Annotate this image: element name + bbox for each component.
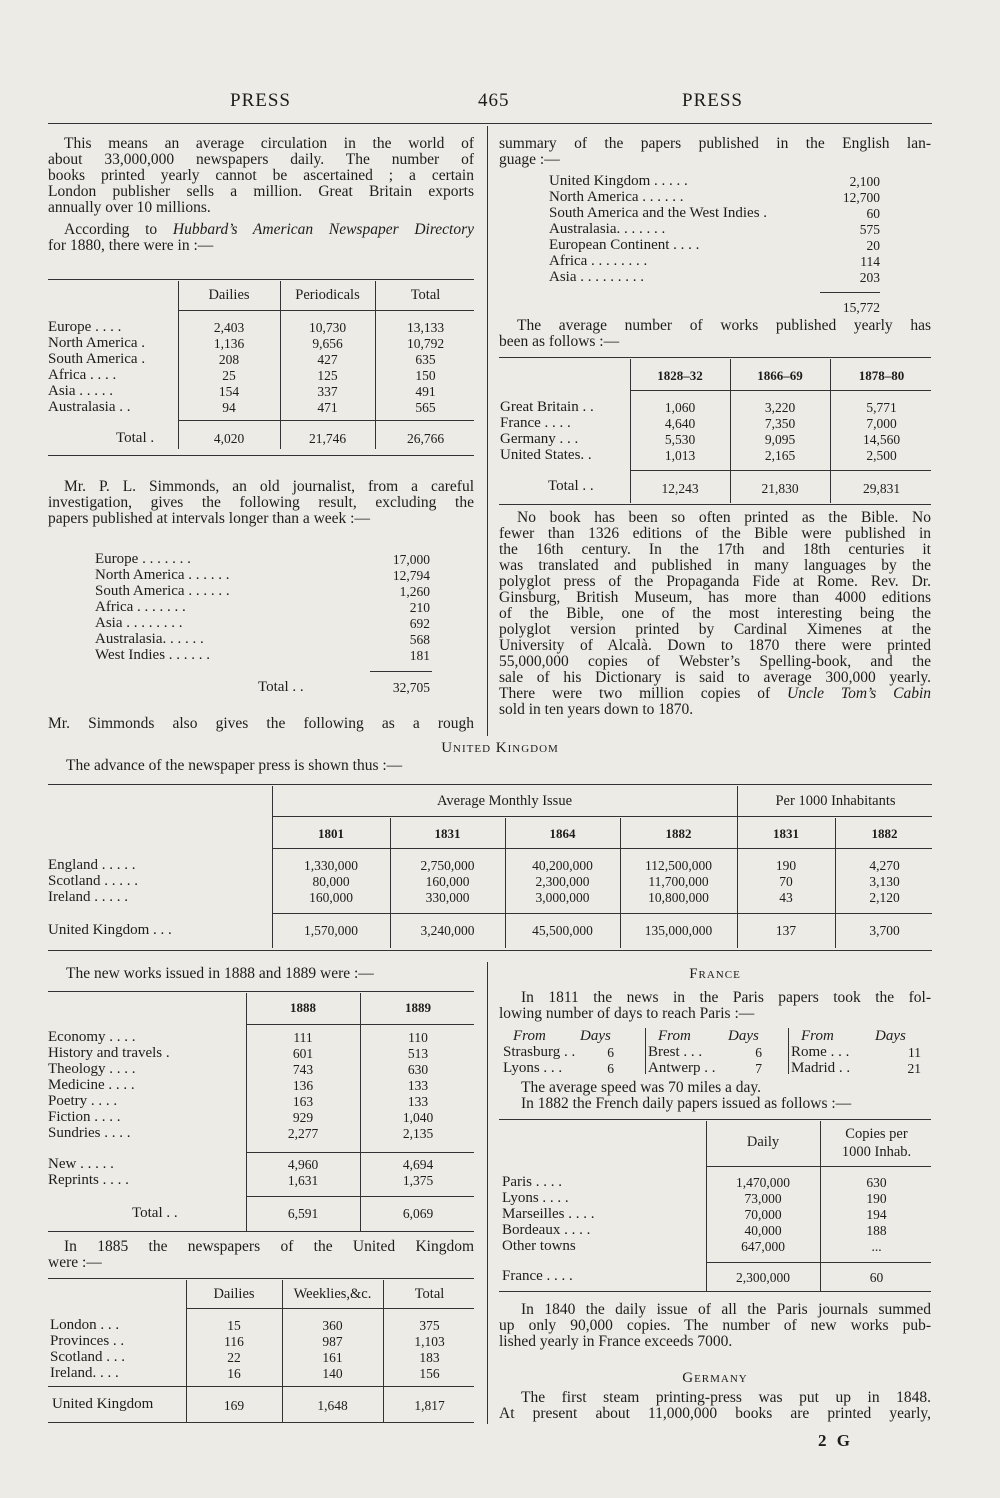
t8-place: Strasburg . .	[503, 1044, 576, 1060]
t1-cell: 208	[218, 352, 240, 367]
t1-cell: 1,136	[213, 336, 245, 351]
t8-place: Rome . . .	[791, 1044, 850, 1060]
t6-cell: 111	[293, 1030, 313, 1045]
t1-header-total: Total	[410, 287, 441, 303]
t6-row-label: Medicine . . . .	[48, 1077, 135, 1093]
t1-row-label: Europe . . . .	[48, 319, 122, 335]
t9-cell: 70,000	[744, 1207, 782, 1222]
t4-cell: 2,165	[764, 448, 796, 463]
t7-cell: 161	[322, 1350, 343, 1365]
t5-cell: 160,000	[425, 874, 470, 889]
t6-row-label: Poetry . . . .	[48, 1093, 118, 1109]
t1-row-label: Asia . . . . .	[48, 383, 113, 399]
t6-sub-label: Reprints . . . .	[48, 1172, 129, 1188]
t1-cell: 491	[415, 384, 436, 399]
intro-paragraph: This means an average circulation in the world of about 33,000,000 newspapers daily. The number of books printed yearly cannot be ascertained ; a certain London publisher sells a million. Great Britain exports annually over 10 millions.	[48, 135, 474, 216]
t8-header-from: From	[801, 1028, 834, 1044]
t2-row-label: Australasia. . . . . .	[95, 631, 204, 647]
t1-cell: 10,792	[406, 336, 445, 351]
t5-cell: 80,000	[312, 874, 350, 889]
t2-total-label: Total . .	[258, 679, 304, 695]
t2-row-label: Europe . . . . . . .	[95, 551, 191, 567]
t8-header-days: Days	[875, 1028, 906, 1044]
t7-cell: 156	[419, 1366, 440, 1381]
t9-cell: 40,000	[744, 1223, 782, 1238]
t6-sub-cell: 1,375	[402, 1173, 434, 1188]
t3-row-label: Africa . . . . . . . .	[549, 253, 648, 269]
t4-row-label: France . . . .	[500, 415, 571, 431]
t6-cell: 136	[292, 1078, 314, 1093]
t6-cell: 133	[407, 1094, 429, 1109]
y1840-paragraph: In 1840 the daily issue of all the Paris journals summed up only 90,000 copies. The number of new works pub- lished yearly in France exceeds 7000.	[499, 1301, 931, 1350]
t5-row-label: Ireland . . . . .	[48, 889, 128, 905]
t6-cell: 163	[292, 1094, 314, 1109]
t8-place: Lyons . . .	[503, 1060, 563, 1076]
t1-cell: 9,656	[312, 336, 343, 351]
t7-cell: 183	[419, 1350, 440, 1365]
avg-works-paragraph: The average number of works published yearly has been as follows :—	[499, 317, 931, 350]
t5-cell: 4,270	[869, 858, 900, 873]
t6-sub-cell: 4,694	[402, 1157, 434, 1172]
t2-row-label: South America . . . . . .	[95, 583, 230, 599]
t3-row-label: Asia . . . . . . . . .	[549, 269, 644, 285]
t5-cell: 2,120	[869, 890, 900, 905]
germany-paragraph: The first steam printing-press was put up in 1848. At present about 11,000,000 books are printed yearly,	[499, 1389, 931, 1422]
t9-cell: 1,470,000	[736, 1175, 790, 1190]
t9-row-label: Marseilles . . . .	[502, 1206, 595, 1222]
t4-cell: 4,640	[664, 416, 696, 431]
t6-sub-cell: 4,960	[287, 1157, 319, 1172]
t9-row-label: Other towns	[502, 1238, 576, 1254]
t6-cell: 2,135	[402, 1126, 434, 1141]
t9-cell: ...	[871, 1239, 882, 1254]
t2-row-label: Asia . . . . . . . .	[95, 615, 183, 631]
t5-row-label: England . . . . .	[48, 857, 136, 873]
t1-cell: 94	[222, 400, 236, 415]
t9-cell: 190	[866, 1191, 887, 1206]
t9-cell: 194	[866, 1207, 887, 1222]
t2-row-value: 181	[409, 648, 430, 663]
t4-row-label: Germany . . .	[500, 431, 579, 447]
t4-cell: 1,013	[664, 448, 696, 463]
t6-row-label: History and travels .	[48, 1045, 170, 1061]
t5-cell: 3,130	[869, 874, 900, 889]
t7-row-label: Provinces . .	[50, 1333, 125, 1349]
t7-row-label: Scotland . . .	[50, 1349, 125, 1365]
t8-days: 11	[908, 1045, 921, 1060]
t3-row-label: United Kingdom . . . . .	[549, 173, 688, 189]
t8-days: 7	[755, 1061, 762, 1076]
t1-cell: 337	[317, 384, 338, 399]
germany-heading: Germany	[682, 1370, 748, 1386]
t7-cell: 15	[227, 1318, 241, 1333]
t3-row-label: European Continent . . . .	[549, 237, 700, 253]
t7-cell: 1,103	[414, 1334, 445, 1349]
t1-cell: 25	[222, 368, 236, 383]
t1-cell: 565	[415, 400, 436, 415]
uk-intro: The advance of the newspaper press is shown thus :—	[66, 757, 403, 774]
t2-row-value: 692	[409, 616, 430, 631]
t3-total: 15,772	[842, 300, 880, 315]
column-divider-bottom	[487, 962, 488, 1424]
t4-cell: 5,530	[664, 432, 696, 447]
t3-row-value: 203	[859, 270, 880, 285]
t9-cell: 647,000	[741, 1239, 785, 1254]
t3-row-value: 60	[866, 206, 880, 221]
t9-cell: 630	[866, 1175, 887, 1190]
t3-row-label: South America and the West Indies .	[549, 205, 768, 221]
t1-header-dailies: Dailies	[208, 287, 250, 303]
t7-row-label: Ireland. . . .	[50, 1365, 119, 1381]
t5-cell: 70	[779, 874, 793, 889]
t7-cell: 360	[322, 1318, 343, 1333]
t8-days: 6	[755, 1045, 762, 1060]
france-intro: In 1811 the news in the Paris papers took the fol- lowing number of days to reach Paris :—	[499, 989, 931, 1022]
t1-row-label: North America .	[48, 335, 146, 351]
t3-row-value: 575	[859, 222, 880, 237]
united-kingdom-heading: United Kingdom	[441, 740, 559, 756]
header-rule	[48, 123, 932, 124]
t1-cell: 10,730	[308, 320, 347, 335]
t5-row-label: Scotland . . . . .	[48, 873, 138, 889]
t5-cell: 190	[775, 858, 797, 873]
t2-row-label: West Indies . . . . . .	[95, 647, 211, 663]
t2-row-label: North America . . . . . .	[95, 567, 230, 583]
t6-cell: 743	[292, 1062, 314, 1077]
t3-row-label: Australasia. . . . . . .	[549, 221, 666, 237]
t2-row-value: 17,000	[392, 552, 430, 567]
t4-row-label: Great Britain . .	[500, 399, 594, 415]
t5-cell: 3,000,000	[535, 890, 590, 905]
t6-sub-cell: 1,631	[287, 1173, 319, 1188]
t6-cell: 133	[407, 1078, 429, 1093]
t2-row-value: 12,794	[392, 568, 430, 583]
t6-cell: 1,040	[402, 1110, 434, 1125]
y1882-line: In 1882 the French daily papers issued as follows :—	[521, 1095, 852, 1112]
t3-row-value: 20	[866, 238, 880, 253]
simmonds-paragraph: Mr. P. L. Simmonds, an old journalist, from a careful investigation, gives the following result, excluding the papers published at intervals longer than a week :—	[48, 478, 474, 527]
t1-cell: 2,403	[213, 320, 245, 335]
t7-cell: 987	[322, 1334, 343, 1349]
t7-cell: 16	[227, 1366, 241, 1381]
t5-cell: 112,500,000	[645, 858, 712, 873]
running-head-left: PRESS	[230, 90, 291, 111]
page-number: 465	[478, 90, 510, 111]
y1885-paragraph: In 1885 the newspapers of the United Kingdom were :—	[48, 1238, 474, 1271]
t9-row-label: Lyons . . . .	[502, 1190, 569, 1206]
t4-cell: 7,000	[866, 416, 897, 431]
t6-row-label: Sundries . . . .	[48, 1125, 131, 1141]
signature-mark: 2 G	[818, 1431, 853, 1450]
column-divider-top	[487, 126, 488, 736]
t3-row-value: 2,100	[849, 174, 880, 189]
t6-cell: 2,277	[287, 1126, 319, 1141]
t3-row-label: North America . . . . . .	[549, 189, 684, 205]
t1-total-label: Total .	[116, 430, 155, 446]
t6-row-label: Theology . . . .	[48, 1061, 136, 1077]
t2-row-value: 1,260	[399, 584, 430, 599]
t5-cell: 10,800,000	[648, 890, 709, 905]
t1-cell: 427	[317, 352, 338, 367]
t8-header-from: From	[658, 1028, 691, 1044]
t4-cell: 9,095	[764, 432, 796, 447]
t1-row-label: Africa . . . .	[48, 367, 117, 383]
t3-row-value: 12,700	[842, 190, 880, 205]
hubbard-paragraph: According to Hubbard’s American Newspaper Directory for 1880, there were in :—	[48, 221, 474, 254]
t6-cell: 929	[292, 1110, 314, 1125]
t5-cell: 1,330,000	[304, 858, 358, 873]
t2-total-value: 32,705	[392, 680, 430, 695]
speed-line: The average speed was 70 miles a day.	[521, 1079, 762, 1096]
t6-cell: 110	[408, 1030, 428, 1045]
t9-cell: 73,000	[744, 1191, 782, 1206]
t1-cell: 471	[317, 400, 338, 415]
new-works-intro: The new works issued in 1888 and 1889 were :—	[66, 965, 374, 982]
t4-cell: 14,560	[862, 432, 901, 447]
t5-cell: 11,700,000	[648, 874, 709, 889]
t5-cell: 330,000	[425, 890, 470, 905]
rough-line: Mr. Simmonds also gives the following as a rough	[48, 715, 474, 732]
t5-cell: 40,200,000	[532, 858, 593, 873]
t2-row-value: 210	[409, 600, 430, 615]
t7-cell: 375	[419, 1318, 440, 1333]
france-heading: France	[689, 966, 741, 982]
t8-place: Antwerp . .	[648, 1060, 716, 1076]
t7-row-label: London . . .	[50, 1317, 120, 1333]
t6-cell: 601	[292, 1046, 314, 1061]
t1-cell: 150	[415, 368, 436, 383]
t5-cell: 2,300,000	[535, 874, 590, 889]
t8-place: Brest . . .	[648, 1044, 703, 1060]
t8-header-days: Days	[580, 1028, 611, 1044]
t1-header-periodicals: Periodicals	[295, 287, 360, 303]
t8-place: Madrid . .	[791, 1060, 851, 1076]
t4-row-label: United States. .	[500, 447, 592, 463]
t4-cell: 7,350	[764, 416, 796, 431]
t5-cell: 160,000	[309, 890, 353, 905]
t3-row-value: 114	[860, 254, 880, 269]
t1-cell: 125	[317, 368, 338, 383]
t4-cell: 2,500	[866, 448, 897, 463]
t6-row-label: Fiction . . . .	[48, 1109, 121, 1125]
t7-cell: 22	[227, 1350, 241, 1365]
t6-cell: 513	[407, 1046, 429, 1061]
t6-row-label: Economy . . . .	[48, 1029, 136, 1045]
t9-cell: 188	[866, 1223, 887, 1238]
t2-row-label: Africa . . . . . . .	[95, 599, 186, 615]
t5-cell: 2,750,000	[420, 858, 475, 873]
t1-row-label: South America .	[48, 351, 146, 367]
t9-row-label: Paris . . . .	[502, 1174, 562, 1190]
t7-cell: 140	[322, 1366, 343, 1381]
t6-cell: 630	[407, 1062, 429, 1077]
bible-paragraph: No book has been so often printed as the Bible. No fewer than 1326 editions of the Bible were published in the 16th century. In the 17th and 18th centuries it was translated and published in many languages by the polyglot press of the Propaganda Fide at Rome. Rev. Dr. Ginsburg, British Museum, has more than 4000 editions of the Bible, one of the most interesting being the polyglot version printed by Cardinal Ximenes at the University of Alcalà. Down to 1870 there were printed 55,000,000 copies of Webster’s Spelling-book, and the sale of his Dictionary is said to average 300,000 yearly. There were two million copies of Uncle Tom’s Cabin sold in ten years down to 1870.	[499, 509, 931, 718]
t8-header-from: From	[513, 1028, 546, 1044]
t1-cell: 635	[415, 352, 436, 367]
t8-header-days: Days	[728, 1028, 759, 1044]
running-head-right: PRESS	[682, 90, 743, 111]
t4-cell: 1,060	[664, 400, 696, 415]
summary-paragraph: summary of the papers published in the English lan- guage :—	[499, 135, 931, 168]
t4-cell: 5,771	[866, 400, 897, 415]
t8-days: 6	[607, 1061, 614, 1076]
t1-row-label: Australasia . .	[48, 399, 131, 415]
t1-cell: 13,133	[406, 320, 445, 335]
t8-days: 6	[607, 1045, 614, 1060]
t7-cell: 116	[224, 1334, 244, 1349]
t8-days: 21	[907, 1061, 921, 1076]
t9-row-label: Bordeaux . . . .	[502, 1222, 591, 1238]
t5-cell: 43	[779, 890, 793, 905]
t6-sub-label: New . . . . .	[48, 1156, 114, 1172]
t4-cell: 3,220	[764, 400, 796, 415]
t1-cell: 154	[218, 384, 240, 399]
t2-row-value: 568	[409, 632, 430, 647]
